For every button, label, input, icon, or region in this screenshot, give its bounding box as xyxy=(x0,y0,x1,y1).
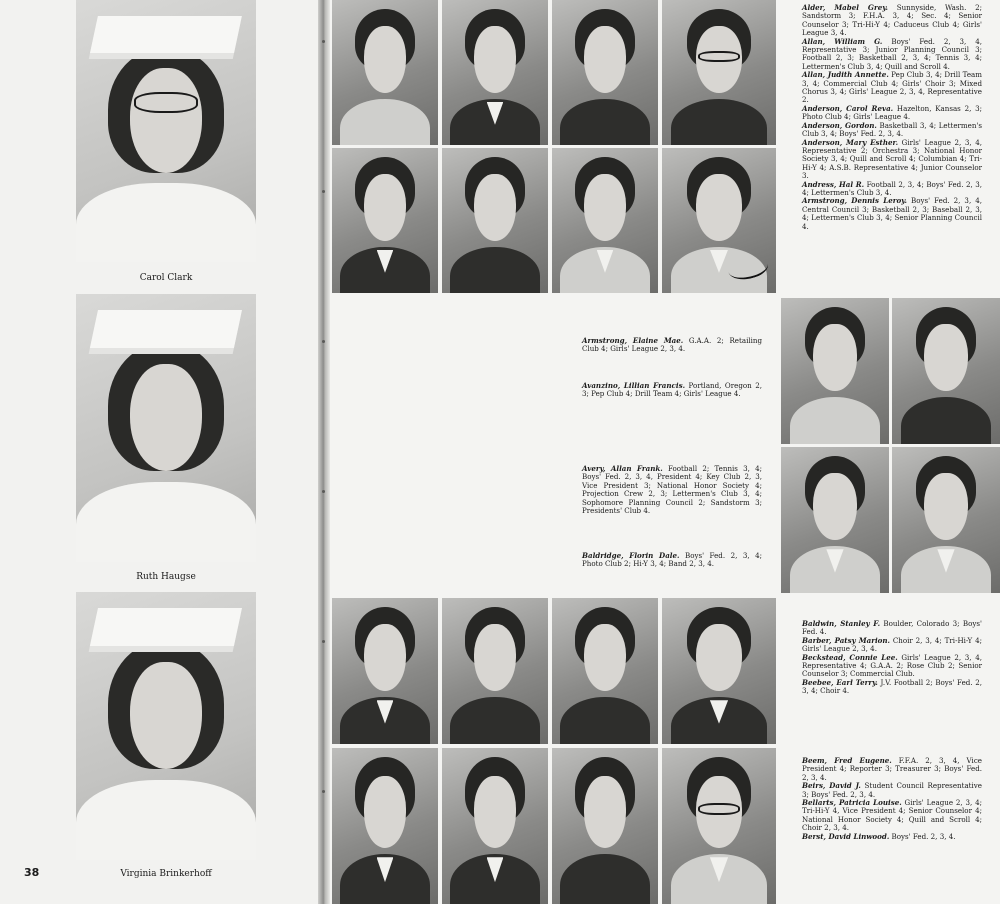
bio-entry: Anderson, Gordon. Basketball 3, 4; Lettermen's Club 3, 4; Boys' Fed. 2, 3, 4. xyxy=(802,120,982,139)
bio-entry: Armstrong, Dennis Leroy. Boys' Fed. 2, 3, 4, Central Council 3; Basketball 2, 3; Baseball 2, 3, 4; Lettermen's Club 3, 4; Senior Planning Council 4. xyxy=(802,196,982,231)
portrait-caption: Virginia Brinkerhoff xyxy=(120,869,212,879)
book-gutter xyxy=(318,0,330,904)
bio-entry-middle: Avery, Allan Frank. Football 2; Tennis 3, 4; Boys' Fed. 2, 3, 4, President 4; Key Club 2, 3, Vice President 3; National Honor Society 4; Projection Crew 2, 3; Lettermen's Club 3, 4; Sophomore Planning Council 2; Sandstorm 3; Presidents' Club 4. xyxy=(582,464,762,516)
bio-entry: Allan, William G. Boys' Fed. 2, 3, 4, Representative 3; Junior Planning Council 3; Football 2, 3; Basketball 2, 3, 4; Tennis 3, 4; Lettermen's Club 3, 4; Quill and Scroll 4. xyxy=(802,36,982,71)
student-photo xyxy=(662,0,776,145)
student-photo xyxy=(332,148,438,293)
bio-entry: Berst, David Linwood. Boys' Fed. 2, 3, 4. xyxy=(802,831,956,841)
bio-entry: Beebee, Earl Terry. J.V. Football 2; Boys' Fed. 2, 3, 4; Choir 4. xyxy=(802,677,982,696)
student-photo xyxy=(552,148,658,293)
bio-entry: Andress, Hal R. Football 2, 3, 4; Boys' Fed. 2, 3, 4; Lettermen's Club 3, 4. xyxy=(802,179,982,197)
binding-stitch xyxy=(322,40,325,43)
binding-stitch xyxy=(322,790,325,793)
page-number: 38 xyxy=(24,866,40,879)
student-photo xyxy=(442,598,548,744)
bio-entry-middle: Armstrong, Elaine Mae. G.A.A. 2; Retailing Club 4; Girls' League 2, 3, 4. xyxy=(582,336,762,354)
student-photo xyxy=(662,148,776,293)
binding-stitch xyxy=(322,340,325,343)
portrait-caption: Ruth Haugse xyxy=(136,572,196,582)
bio-entry: Bellarts, Patricia Louise. Girls' League 2, 3, 4; Tri-Hi-Y 4, Vice President 4; Senior Counselor 4; National Honor Society 4; Quill and Scroll 4; Choir 2, 3, 4. xyxy=(802,798,982,833)
bio-entry: Beckstead, Connie Lee. Girls' League 2, 3, 4, Representative 4; G.A.A. 2; Rose Club 2; Senior Counselor 3; Commercial Club. xyxy=(802,652,982,679)
bio-column-bottom-a xyxy=(802,620,982,696)
bio-entry: Beirs, David J. Student Council Representative 3; Boys' Fed. 2, 3, 4. xyxy=(802,781,982,799)
binding-stitch xyxy=(322,490,325,493)
student-photo xyxy=(552,748,658,904)
student-photo xyxy=(552,0,658,145)
student-photo xyxy=(892,298,1000,444)
bio-entry: Anderson, Carol Reva. Hazelton, Kansas 2, 3; Photo Club 4; Girls' League 4. xyxy=(802,103,982,122)
bio-entry: Baldwin, Stanley F. Boulder, Colorado 3; Boys' Fed. 4. xyxy=(802,619,982,637)
student-photo xyxy=(332,748,438,904)
student-photo xyxy=(552,598,658,744)
bio-entry: Beem, Fred Eugene. F.F.A. 2, 3, 4, Vice President 4; Reporter 3; Treasurer 3; Boys' Fed. 2, 3, 4. xyxy=(802,756,982,782)
graduate-portrait-photo xyxy=(76,0,256,262)
portrait-caption: Carol Clark xyxy=(139,273,193,283)
student-photo xyxy=(781,447,889,593)
bio-entry: Anderson, Mary Esther. Girls' League 2, 3, 4, Representative 2; Orchestra 3; National Honor Society 3, 4; Quill and Scroll 4; Columbian 4; Tri-Hi-Y 4; A.S.B. Representative 4; Junior Counselor 3. xyxy=(802,137,982,181)
bio-column-bottom-b xyxy=(802,757,982,841)
student-photo xyxy=(662,598,776,744)
graduate-portrait-photo xyxy=(76,294,256,562)
binding-stitch xyxy=(322,190,325,193)
bio-entry-middle: Baldridge, Florin Dale. Boys' Fed. 2, 3, 4; Photo Club 2; Hi-Y 3, 4; Band 2, 3, 4. xyxy=(582,551,763,569)
left-page xyxy=(0,0,318,904)
student-photo xyxy=(662,748,776,904)
student-photo xyxy=(892,447,1000,593)
student-photo xyxy=(442,0,548,145)
student-photo xyxy=(332,598,438,744)
student-photo xyxy=(442,748,548,904)
bio-entry: Alder, Mabel Grey. Sunnyside, Wash. 2; Sandstorm 3; F.H.A. 3, 4; Sec. 4; Senior Counselor 3; Tri-Hi-Y 4; Caduceus Club 4; Girls' League 3, 4. xyxy=(802,3,982,38)
bio-column-top xyxy=(802,4,982,231)
student-photo xyxy=(332,0,438,145)
bio-entry: Barber, Patsy Marion. Choir 2, 3, 4; Tri-Hi-Y 4; Girls' League 2, 3, 4. xyxy=(802,635,982,654)
bio-entry-middle: Avanzino, Lillian Francis. Portland, Oregon 2, 3; Pep Club 4; Drill Team 4; Girls' League 4. xyxy=(582,381,763,399)
graduate-portrait-photo xyxy=(76,592,256,860)
binding-stitch xyxy=(322,640,325,643)
student-photo xyxy=(442,148,548,293)
bio-entry: Allan, Judith Annette. Pep Club 3, 4; Drill Team 3, 4; Commercial Club 4; Girls' Choir 3; Mixed Chorus 3, 4; Girls' League 2, 3, 4, Representative 2. xyxy=(802,70,983,105)
student-photo xyxy=(781,298,889,444)
